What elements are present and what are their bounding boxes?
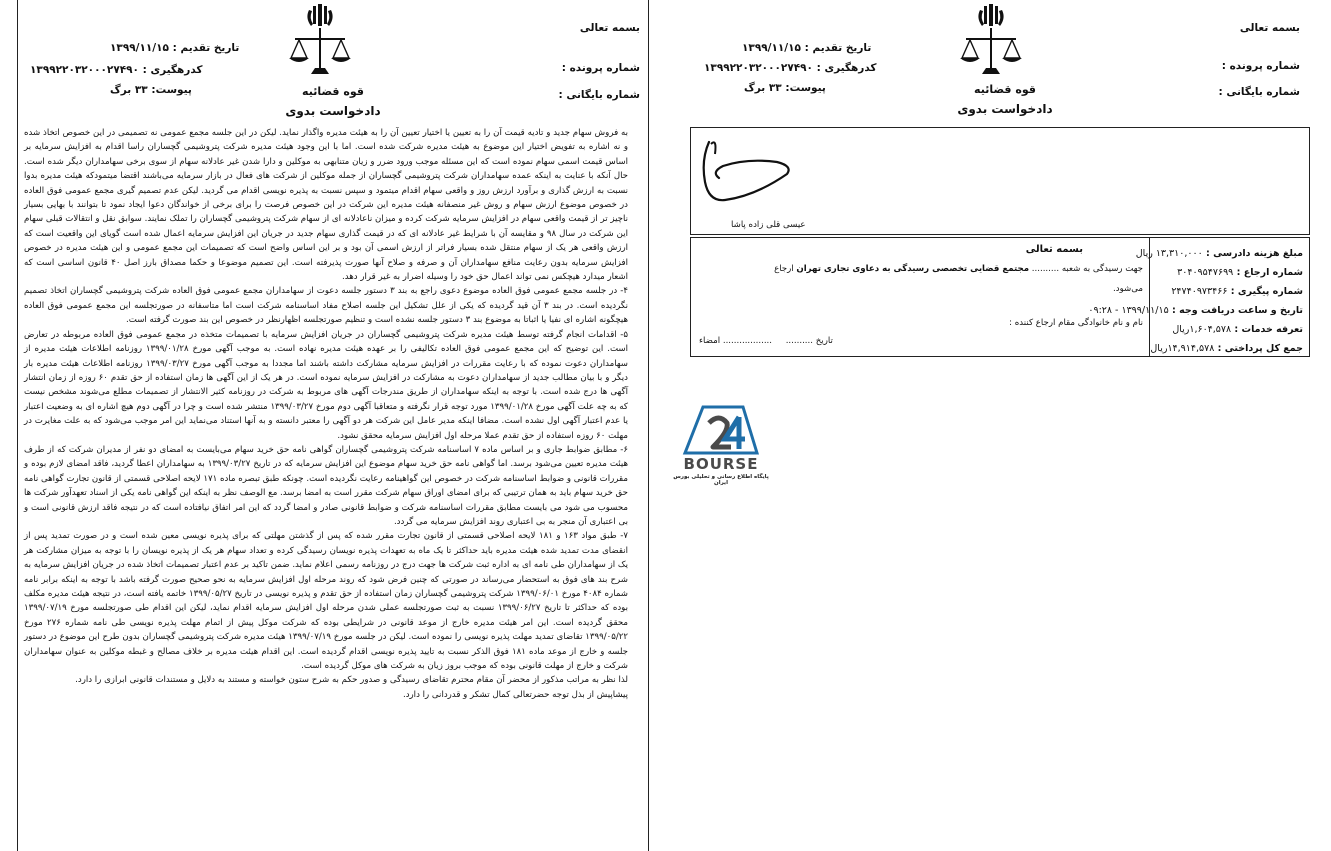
body-paragraph: ۵- اقدامات انجام گرفته توسط هیئت مدیره شرکت پتروشیمی گچساران در جریان افزایش سرمایه با تصمیمات متخذه در مجمع عمومی فوق العاده مربوطه در تعارض است. این توضیح که این مجمع عمومی فوق العاده تکالیفی را بر عهده هیئت مدیره نهاده است. به موجب آگهی مورخ ۱۳۹۹/۰۱/۲۸ روزنامه اطلاعات هیئت مدیره از سهامداران دعوت نموده که با رعایت مقررات در افزایش سرمایه مشارکت داشته باشند اما مجددا به موجب آگهی مورخ ۱۳۹۹/۰۳/۲۷ روزنامه اطلاعات هیئت مدیره بار دیگر و با بیان مطالب جدید از سهامداران دعوت به مشارکت در افزایش سرمایه نموده است. در هر یک از این آگهی ها زمان استفاده از حق تقدم ۶۰ روزه از زمان انتشار آگهی ها درج شده است. با توجه به اینکه سهامداران از طریق مندرجات آگهی های مربوط به شرکت در روزنامه کثیر الانتشار از تصمیمات مطلع می‌شوند مشخص نیست که به چه علت آگهی مورخ ۱۳۹۹/۰۱/۲۸ مورد توجه قرار نگرفته و متعاقبا آگهی دوم مورخ ۱۳۹۹/۰۳/۲۷ منتشر شده است و چرا در آگهی دوم هیچ اشاره ای به وضعیت اعتبار یا عدم اعتبار آگهی اول نشده است. مضافا اینکه مدیر عامل این شرکت هر دو آگهی را معتبر دانسته و به آنها استناد می‌نماید این امر موجب می‌شود که به علت مغایرت در مهلت ۶۰ روزه استفاده از حق تقدم عملا مرحله اول افزایش سرمایه محقق نشود. <box>24 329 628 441</box>
submit-date: تاریخ تقدیم : ۱۳۹۹/۱۱/۱۵ <box>742 42 872 54</box>
body-paragraph: ۴- در جلسه مجمع عمومی فوق العاده موضوع دعوی راجع به بند ۳ دستور جلسه دعوت از سهامداران مجمع عمومی فوق العاده شرکت پتروشیمی گچساران اتخاذ تصمیم نگردیده است. در بند ۳ آن قید گردیده که یکی از علل تشکیل این جلسه اصلاح مفاد اساسنامه شرکت است اما متاسفانه در صورتجلسه این مجمع عمومی فوق العاده هیچگونه اشاره ای نفیا یا اثباتا به موضوع بند ۳ دستور جلسه نشده است و تنظیم صورتجلسه اظهارنظر در خصوص این بند صورت گرفته است. <box>24 286 628 326</box>
judiciary-emblem-icon <box>285 2 355 84</box>
besme-heading: بسمه تعالی <box>579 22 640 34</box>
body-paragraph: پیشاپیش از بذل توجه حضرتعالی کمال تشکر و قدردانی را دارد. <box>402 689 628 700</box>
fee-label: جمع کل پرداختی : <box>1217 343 1303 354</box>
fee-row <box>1088 244 1303 263</box>
fee-list <box>1088 244 1303 358</box>
judiciary-title: قوه قضائیه <box>302 85 364 98</box>
fee-value: ۱,۶۰۴,۵۷۸ریال <box>1172 324 1232 335</box>
signer-name: عیسی قلی زاده پاشا <box>731 220 806 230</box>
fee-row <box>1088 339 1303 358</box>
body-paragraph: ۶- مطابق ضوابط جاری و بر اساس ماده ۷ اساسنامه شرکت پتروشیمی گچساران گواهی نامه حق خرید سهام می‌بایست به امضای دو نفر از مدیران شرکت که از طرف هیئت مدیره تعیین می‌شود برسد. اما گواهی نامه حق خرید سهام موضوع این افزایش سرمایه که در تاریخ ۱۳۹۹/۰۳/۲۷ به سهامداران اعطا گردید، فاقد امضای لازم بوده و مقررات قانونی و ضوابط اساسنامه شرکت در خصوص این گواهینامه رعایت نگردیده است. چونکه طبق تبصره ماده ۱۷۱ لایحه اصلاحی قسمتی از قانون تجارت گواهی نامه حق خرید سهام باید به همان ترتیبی که برای امضای اوراق سهام شرکت مقرر است به امضا برسد. مع الوصف نظر به اینکه این گواهی نامه یکی از اسناد تعهدآور شرکت ها محسوب می شود می بایست مطابق مقررات اساسنامه شرکت و ضوابط قانونی صادر و امضا گردد که این امر اتفاق نیافتاده است که در نتیجه فاقد ارزش قانونی است و بی اعتباری آن منجر به بی اعتباری روند افزایش سرمایه می گردد. <box>24 444 628 527</box>
petition-page-continued <box>17 0 649 851</box>
submit-date: تاریخ تقدیم : ۱۳۹۹/۱۱/۱۵ <box>110 42 240 54</box>
attachment-count: پیوست: ۳۳ برگ <box>110 84 192 96</box>
referral-line2: می‌شود. <box>1113 284 1143 294</box>
body-paragraph: لذا نظر به مراتب مذکور از محضر آن مقام محترم تقاضای رسیدگی و صدور حکم به شرح ستون خواسته و مستند به دلایل و مستندات قانونی ابرازی را دارد. <box>75 675 628 686</box>
judiciary-title: قوه قضائیه <box>974 83 1036 96</box>
fee-value: ۲۴۷۴۰۹۷۳۴۶۶ <box>1171 286 1228 297</box>
bourse-subtitle: پایگاه اطلاع رسانی و تحلیلی بورس ایران <box>673 474 769 486</box>
referral-court: مجتمع قضایی تخصصی رسیدگی به دعاوی تجاری تهران <box>796 264 1030 274</box>
body-paragraph: به فروش سهام جدید و تادیه قیمت آن را به تعیین یا اختیار تعیین آن را به هیئت مدیره واگذار نماید. لیکن در این جلسه مجمع عمومی نه تصمیمی در این خصوص اتخاذ شده و نه اشاره به تفویض اختیار این موضوع به هیئت مدیره شرکت شده است. اما با این وجود هیئت مدیره شرکت پتروشیمی گچساران راسا اقدام به افزایش سرمایه بر اساس قیمت اسمی سهام نموده است که این مسئله موجب ورود ضرر و زیان متنابهی به موکلین و دارا شدن غیر عادلانه سهام از سوی برخی سهامداران دیگر شده است. حال آنکه با عنایت به اینکه عمده سهامداران شرکت پتروشیمی گچساران از جمله موکلین از شرکت های فعال در بازار سرمایه می‌باشند اقتضا میتمودکه هیئت مدیره بدوا نسبت به ارزش گذاری و برآورد ارزش روز و واقعی سهام اقدام میتمود و سپس نسبت به پذیره نویسی اقدام می گردید. لیکن عدم تصمیم گیری مجمع عمومی فوق العاده در خصوص موضوع ارزش سهام و روش غیر منصفانه هیئت مدیره این شرکت در این خصوص فرصت را برای برخی از خواندگان دعوا ایجاد نمود تا بتوانند با بهایی بسیار ناچیز تر از قیمت واقعی سهام در افزایش سرمایه شرکت کرده و میزان ناعادلانه ای از سهام شرکت پتروشیمی گچساران را تملک نمایند. سوابق نقل و انتقالات قبلی سهام این شرکت در سال ۹۸ و مقایسه آن با شرایط غیر عادلانه ای که در قیمت گذاری سهام جدید در جریان این افزایش سرمایه اعمال شده است گویای این واقعیت است که ارزش واقعی هر یک از سهام منتقل شده بسیار فراتر از ارزش اسمی آن بود و بر این اساس واضح است که تصمیمات این مجمع عمومی و این هیئت مدیره در خصوص افزایش سرمایه بدون رعایت منافع سهامداران آن و صرفه و صلاح آنها صورت پذیرفته است. این تصمیم موضوعا و حکما مصداق بارز اصل ۴۰ قانون اساسی است که اشعار میدارد هیچکس نمی تواند اعمال حق خود را وسیله اضرار به غیر قرار دهد. <box>24 128 628 283</box>
petition-title: دادخواست بدوی <box>957 102 1053 116</box>
referral-fee-box <box>690 237 1310 357</box>
archive-number-label: شماره بایگانی : <box>1218 86 1300 98</box>
case-number-label: شماره پرونده : <box>1221 60 1300 72</box>
fee-label: شماره ارجاع : <box>1236 267 1303 278</box>
date-label: تاریخ <box>815 336 833 346</box>
referral-line <box>774 264 1143 274</box>
sign-label: امضاء <box>699 336 721 346</box>
petition-page-first <box>690 0 1320 851</box>
case-number-label: شماره پرونده : <box>561 62 640 74</box>
body-paragraph: ۷- طبق مواد ۱۶۳ و ۱۸۱ لایحه اصلاحی قسمتی از قانون تجارت مقرر شده که پس از گذشتن مهلتی که برای پذیره نویسی معین شده است و در صورت تمدید پس از انقضای مدت تمدید شده هیئت مدیره باید حداکثر تا یک ماه به تعهدات پذیره نویسان رسیدگی کرده و تعداد سهام هر یک از پذیره نویسان را با توجه به میزان مشارکت هر یک از سهامداران طی نامه ای به اداره ثبت شرکت ها جهت درج در روزنامه رسمی اعلام نماید. ضمن تاکید بر عدم اعتبار تصمیمات اتخاذ شده در جریان افزایش سرمایه به شرح بند های فوق به استحضار می‌رساند در صورتی که چنین فرض شود که روند مرحله اول افزایش سرمایه به نحو صحیح صورت گرفته باشد با توجه به اینکه برابر نامه شماره ۴۰۸۴ مورخ ۱۳۹۹/۰۶/۰۱ شرکت پتروشیمی گچساران زمان استفاده از حق تقدم و پذیره نویسی در تاریخ ۱۳۹۹/۰۵/۲۷ خاتمه یافته است، در نتیجه هیئت مدیره مکلف بوده که حداکثر تا تاریخ ۱۳۹۹/۰۶/۲۷ نسبت به ثبت صورتجلسه عملی شدن مرحله اول افزایش سرمایه اقدام نماید، لیکن این اقدام طی صورتجلسه مورخ ۱۳۹۹/۰۷/۱۹ محقق گردیده است. این امر هیئت مدیره خارج از موعد قانونی در شرایطی بوده که شرکت موکل پیش از اتمام مهلت پذیره نویسی طی نامه شماره ۲۷۶ مورخ ۱۳۹۹/۰۵/۲۲ تقاضای تمدید مهلت پذیره نویسی را نموده است. لیکن در جلسه مورخ ۱۳۹۹/۰۷/۱۹ هیئت مدیره شرکت پتروشیمی گچساران بدون طرح این موضوع در دستور جلسه و خارج از موعد ماده ۱۸۱ فوق الذکر نسبت به تایید پذیره نویسی اقدام گردیده است. این اقدام هیئت مدیره بر خلاف مصالح و غبطه موکلین به عنوان سهامداران شرکت و خارج از مهلت قانونی بوده که موجب بروز زیان به شرکت های موکل گردیده است. <box>24 531 629 672</box>
petition-body <box>24 126 628 702</box>
fee-label: تعرفه خدمات : <box>1234 324 1303 335</box>
petition-title: دادخواست بدوی <box>285 104 381 118</box>
tracking-code: کدرهگیری : ۱۳۹۹۲۲۰۳۲۰۰۰۲۷۴۹۰ <box>704 62 877 74</box>
referral-dots: .......... <box>1031 264 1060 274</box>
date-dots: .......... <box>785 336 814 346</box>
archive-number-label: شماره بایگانی : <box>558 89 640 101</box>
referral-besme: بسمه تعالی <box>1025 244 1083 255</box>
bourse-wordmark: BOURSE <box>683 455 759 473</box>
besme-heading: بسمه تعالی <box>1239 22 1300 34</box>
attachment-count: پیوست: ۳۳ برگ <box>744 82 826 94</box>
fee-label: شماره پیگیری : <box>1230 286 1303 297</box>
fee-value: ۱۳,۳۱۰,۰۰۰ ریال <box>1135 248 1203 259</box>
handwritten-signature <box>695 130 795 218</box>
bourse-emblem-icon <box>673 403 769 457</box>
referral-date-sign <box>699 336 833 346</box>
judiciary-emblem-icon <box>956 2 1026 84</box>
fee-label: مبلغ هزینه دادرسی : <box>1206 248 1303 259</box>
sign-dots: .................. <box>722 336 773 346</box>
fee-value: ۳۰۴۰۹۵۴۷۶۹۹ <box>1177 267 1234 278</box>
fee-value: ۱۳۹۹/۱۱/۱۵ - ۰۹:۲۸ <box>1088 305 1169 316</box>
bourse-logo <box>673 403 769 486</box>
fee-label: تاریخ و ساعت دریافت وجه : <box>1172 305 1303 316</box>
fee-value: ۱۴,۹۱۴,۵۷۸ریال <box>1150 343 1215 354</box>
referral-suffix: ارجاع <box>774 264 794 274</box>
tracking-code: کدرهگیری : ۱۳۹۹۲۲۰۳۲۰۰۰۲۷۴۹۰ <box>30 64 203 76</box>
referrer-label: نام و نام خانوادگی مقام ارجاع کننده : <box>1009 318 1143 328</box>
referral-prefix: جهت رسیدگی به شعبه <box>1061 264 1143 274</box>
signature-box <box>690 127 1310 235</box>
